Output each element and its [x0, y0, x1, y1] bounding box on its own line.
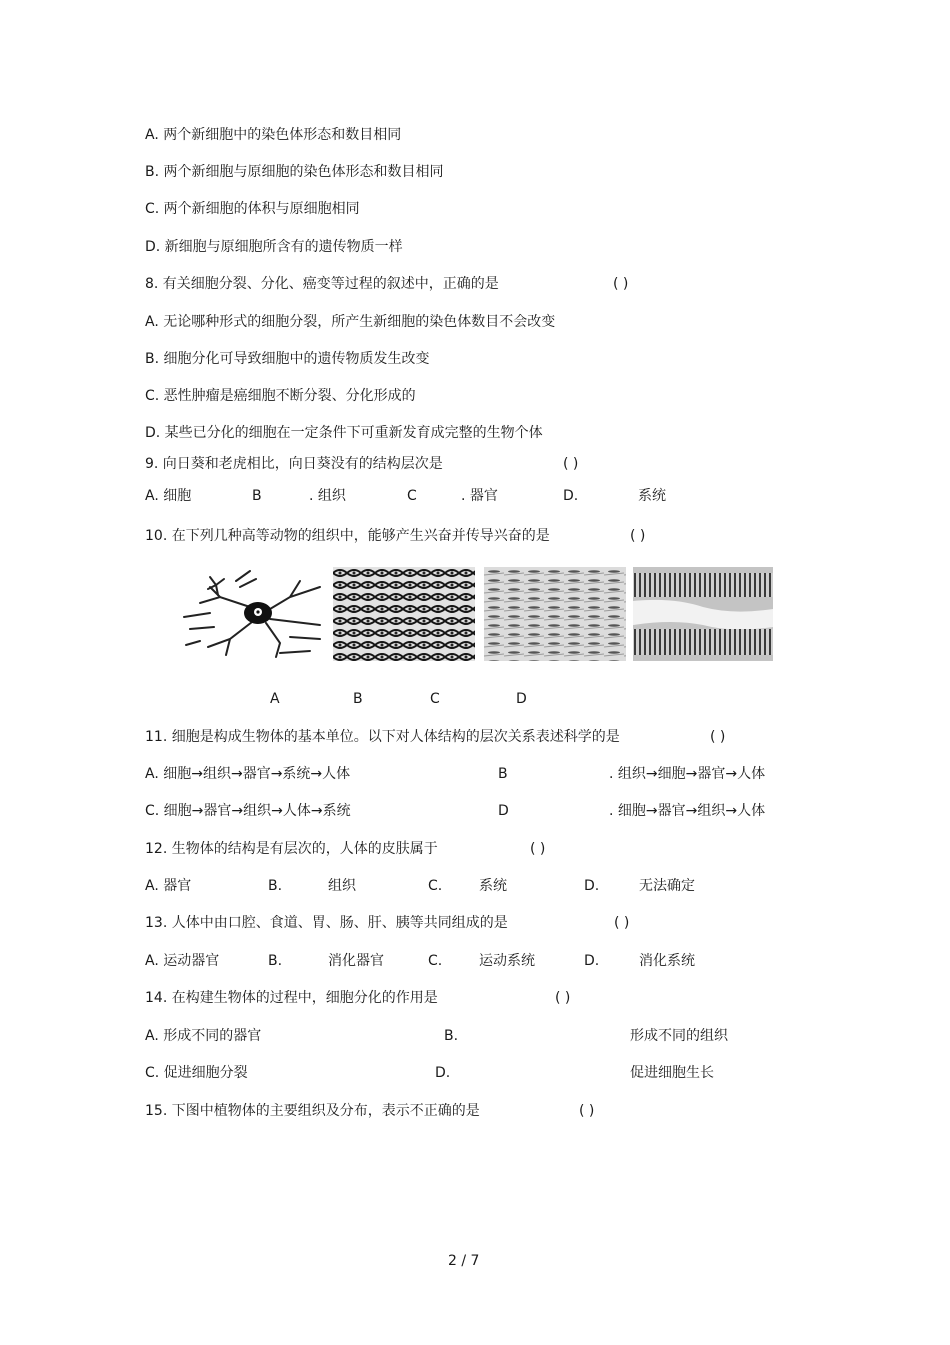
q11-option-b-letter: B [498, 766, 508, 782]
q13-option-a: A. 运动器官 [145, 953, 220, 969]
q7-option-a: A. 两个新细胞中的染色体形态和数目相同 [145, 127, 402, 143]
q9-option-b-text: . 组织 [309, 488, 346, 504]
q10-label-c: C [430, 691, 440, 707]
q10-label-a: A [270, 691, 280, 707]
q13-option-b-text: 消化器官 [328, 953, 384, 969]
q10-label-d: D [516, 691, 527, 707]
q10-image-connective-tissue [633, 567, 773, 661]
q8-answer-paren: ( ) [613, 276, 629, 292]
q11-option-a: A. 细胞→组织→器官→系统→人体 [145, 766, 351, 782]
q8-option-c: C. 恶性肿瘤是癌细胞不断分裂、分化形成的 [145, 388, 416, 404]
q10-answer-paren: ( ) [630, 528, 646, 544]
q12-option-c-letter: C. [428, 878, 443, 894]
q14-answer-paren: ( ) [555, 990, 571, 1006]
q14-option-c: C. 促进细胞分裂 [145, 1065, 248, 1081]
q9-stem: 9. 向日葵和老虎相比，向日葵没有的结构层次是 [145, 456, 443, 472]
q10-image-epithelial-tissue [333, 567, 475, 661]
q13-answer-paren: ( ) [614, 915, 630, 931]
q10-image-muscle-tissue [484, 567, 626, 661]
q14-option-d-text: 促进细胞生长 [630, 1065, 714, 1081]
q10-stem: 10. 在下列几种高等动物的组织中，能够产生兴奋并传导兴奋的是 [145, 528, 550, 544]
q12-option-d-letter: D. [584, 878, 600, 894]
q8-option-b: B. 细胞分化可导致细胞中的遗传物质发生改变 [145, 351, 430, 367]
q9-option-a: A. 细胞 [145, 488, 192, 504]
q8-option-a: A. 无论哪种形式的细胞分裂，所产生新细胞的染色体数目不会改变 [145, 314, 556, 330]
q11-option-c: C. 细胞→器官→组织→人体→系统 [145, 803, 351, 819]
q14-option-b-text: 形成不同的组织 [630, 1028, 728, 1044]
q7-option-b: B. 两个新细胞与原细胞的染色体形态和数目相同 [145, 164, 444, 180]
q9-option-d-text: 系统 [638, 488, 666, 504]
page-number: 2 / 7 [448, 1253, 480, 1269]
q12-stem: 12. 生物体的结构是有层次的，人体的皮肤属于 [145, 841, 438, 857]
q14-option-d-letter: D. [435, 1065, 451, 1081]
q15-answer-paren: ( ) [579, 1103, 595, 1119]
q15-stem: 15. 下图中植物体的主要组织及分布，表示不正确的是 [145, 1103, 480, 1119]
q11-option-d-text: . 细胞→器官→组织→人体 [609, 803, 766, 819]
q14-option-b-letter: B. [444, 1028, 459, 1044]
q8-stem: 8. 有关细胞分裂、分化、癌变等过程的叙述中，正确的是 [145, 276, 499, 292]
q13-option-c-text: 运动系统 [479, 953, 535, 969]
q11-stem: 11. 细胞是构成生物体的基本单位。以下对人体结构的层次关系表述科学的是 [145, 729, 620, 745]
q12-option-d-text: 无法确定 [639, 878, 695, 894]
q12-option-b-letter: B. [268, 878, 283, 894]
q11-option-b-text: . 组织→细胞→器官→人体 [609, 766, 766, 782]
q11-answer-paren: ( ) [710, 729, 726, 745]
q8-option-d: D. 某些已分化的细胞在一定条件下可重新发育成完整的生物个体 [145, 425, 543, 441]
q9-option-c-text: . 器官 [461, 488, 498, 504]
q9-option-c-letter: C [407, 488, 417, 504]
q13-option-d-letter: D. [584, 953, 600, 969]
q9-option-d-letter: D. [563, 488, 579, 504]
q14-stem: 14. 在构建生物体的过程中，细胞分化的作用是 [145, 990, 438, 1006]
q13-option-c-letter: C. [428, 953, 443, 969]
q7-option-c: C. 两个新细胞的体积与原细胞相同 [145, 201, 360, 217]
q12-option-a: A. 器官 [145, 878, 192, 894]
q9-option-b-letter: B [252, 488, 262, 504]
q13-option-b-letter: B. [268, 953, 283, 969]
q13-stem: 13. 人体中由口腔、食道、胃、肠、肝、胰等共同组成的是 [145, 915, 508, 931]
q10-label-b: B [353, 691, 363, 707]
q9-answer-paren: ( ) [563, 456, 579, 472]
q13-option-d-text: 消化系统 [639, 953, 695, 969]
q11-option-d-letter: D [498, 803, 509, 819]
q10-image-nerve-tissue [180, 567, 328, 661]
q7-option-d: D. 新细胞与原细胞所含有的遗传物质一样 [145, 239, 403, 255]
q14-option-a: A. 形成不同的器官 [145, 1028, 262, 1044]
q12-option-b-text: 组织 [328, 878, 356, 894]
q12-option-c-text: 系统 [479, 878, 507, 894]
q12-answer-paren: ( ) [530, 841, 546, 857]
